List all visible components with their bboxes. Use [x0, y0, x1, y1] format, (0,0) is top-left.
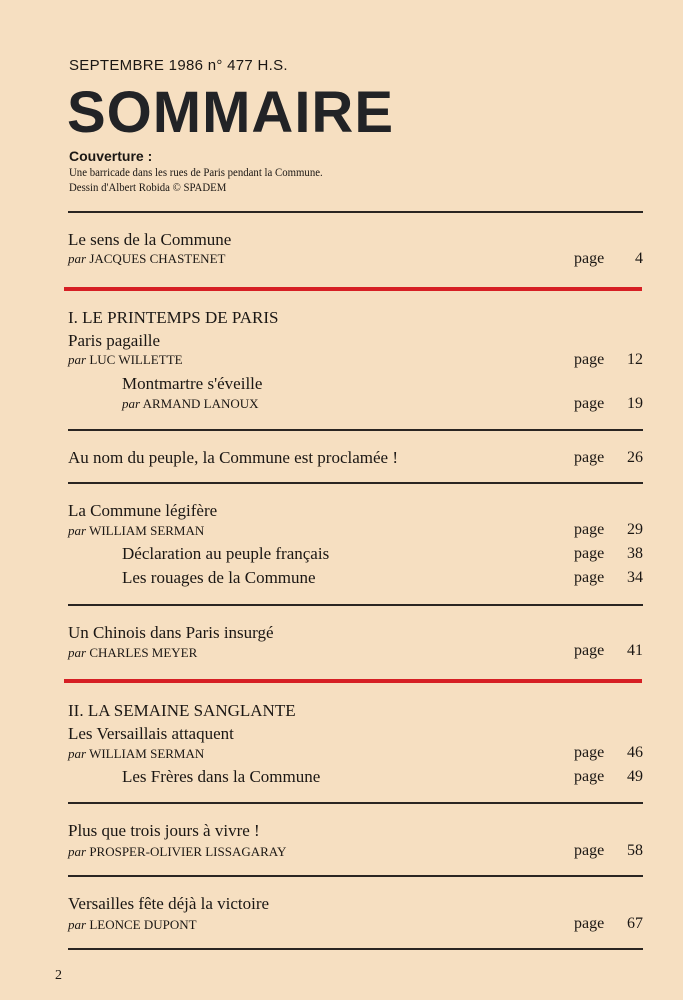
- page-word: page: [574, 351, 605, 368]
- page-number: 4: [635, 250, 643, 267]
- divider: [68, 429, 643, 431]
- section-heading: II. LA SEMAINE SANGLANTE: [68, 701, 296, 720]
- issue-line: SEPTEMBRE 1986 n° 477 H.S.: [69, 57, 288, 74]
- page-number: 46: [627, 744, 643, 761]
- page-ref: [574, 915, 643, 933]
- article-title[interactable]: La Commune légifère: [68, 501, 218, 520]
- page-title: SOMMAIRE: [67, 80, 394, 145]
- page-word: page: [574, 395, 605, 412]
- page-ref: [574, 545, 643, 563]
- page-ref: [574, 521, 643, 539]
- article-byline: [68, 352, 183, 368]
- author-name: JACQUES CHASTENET: [89, 251, 226, 266]
- divider: [68, 482, 643, 484]
- by-word: par: [68, 523, 87, 538]
- by-word: par: [68, 352, 87, 367]
- author-name: LUC WILLETTE: [89, 352, 183, 367]
- page-ref: [574, 395, 643, 413]
- page-ref: [574, 449, 643, 467]
- divider: [68, 948, 643, 950]
- page-ref: [574, 768, 643, 786]
- page-number: 41: [627, 642, 643, 659]
- divider: [68, 604, 643, 606]
- article-title[interactable]: Plus que trois jours à vivre !: [68, 821, 260, 840]
- page-number: 58: [627, 842, 643, 859]
- article-title[interactable]: Versailles fête déjà la victoire: [68, 894, 270, 913]
- page-number: 19: [627, 395, 643, 412]
- by-word: par: [68, 251, 87, 266]
- by-word: par: [68, 746, 87, 761]
- page-number: 12: [627, 351, 643, 368]
- page-ref: [574, 842, 643, 860]
- page-number: 49: [627, 768, 643, 785]
- page-ref: [574, 642, 643, 660]
- page-number: 67: [627, 915, 643, 932]
- red-section-divider: [64, 287, 642, 291]
- page-word: page: [574, 915, 605, 932]
- page-word: page: [574, 569, 605, 586]
- by-word: par: [68, 844, 87, 859]
- article-title[interactable]: Le sens de la Commune: [68, 230, 232, 249]
- by-word: par: [68, 917, 87, 932]
- divider: [68, 875, 643, 877]
- red-section-divider: [64, 679, 642, 683]
- article-byline: [68, 523, 204, 539]
- page-word: page: [574, 768, 605, 785]
- article-title[interactable]: Les Versaillais attaquent: [68, 724, 234, 743]
- page-word: page: [574, 449, 605, 466]
- article-title[interactable]: Au nom du peuple, la Commune est proclamée !: [68, 448, 398, 467]
- author-name: LEONCE DUPONT: [89, 917, 197, 932]
- author-name: CHARLES MEYER: [89, 645, 198, 660]
- divider: [68, 802, 643, 804]
- article-title[interactable]: Déclaration au peuple français: [122, 544, 330, 563]
- section-heading: I. LE PRINTEMPS DE PARIS: [68, 308, 279, 327]
- author-name: WILLIAM SERMAN: [89, 746, 205, 761]
- page-word: page: [574, 521, 605, 538]
- page-number: 29: [627, 521, 643, 538]
- folio-page-number: 2: [55, 968, 62, 983]
- page-word: page: [574, 642, 605, 659]
- cover-caption-line-1: Une barricade dans les rues de Paris pendant la Commune.: [69, 165, 323, 179]
- page-ref: [574, 569, 643, 587]
- article-title[interactable]: Un Chinois dans Paris insurgé: [68, 623, 274, 642]
- by-word: par: [68, 645, 87, 660]
- article-byline: [68, 251, 225, 267]
- author-name: PROSPER-OLIVIER LISSAGARAY: [89, 844, 287, 859]
- article-byline: [68, 645, 197, 661]
- page-number: 38: [627, 545, 643, 562]
- by-word: par: [122, 396, 141, 411]
- divider: [68, 211, 643, 213]
- article-byline: [68, 844, 286, 860]
- page-word: page: [574, 250, 605, 267]
- page-ref: [574, 250, 643, 268]
- page-word: page: [574, 744, 605, 761]
- page-number: 34: [627, 569, 643, 586]
- page-word: page: [574, 842, 605, 859]
- article-byline: [68, 746, 204, 762]
- article-byline: [68, 917, 197, 933]
- article-title[interactable]: Paris pagaille: [68, 331, 161, 350]
- cover-label: Couverture :: [69, 148, 153, 164]
- page-number: 26: [627, 449, 643, 466]
- page-ref: [574, 744, 643, 762]
- article-title[interactable]: Les rouages de la Commune: [122, 568, 316, 587]
- article-title[interactable]: Montmartre s'éveille: [122, 374, 263, 393]
- page-ref: [574, 351, 643, 369]
- author-name: ARMAND LANOUX: [142, 396, 259, 411]
- article-byline: [122, 396, 259, 412]
- article-title[interactable]: Les Frères dans la Commune: [122, 767, 321, 786]
- page-word: page: [574, 545, 605, 562]
- cover-caption-line-2: Dessin d'Albert Robida © SPADEM: [69, 180, 227, 194]
- author-name: WILLIAM SERMAN: [89, 523, 205, 538]
